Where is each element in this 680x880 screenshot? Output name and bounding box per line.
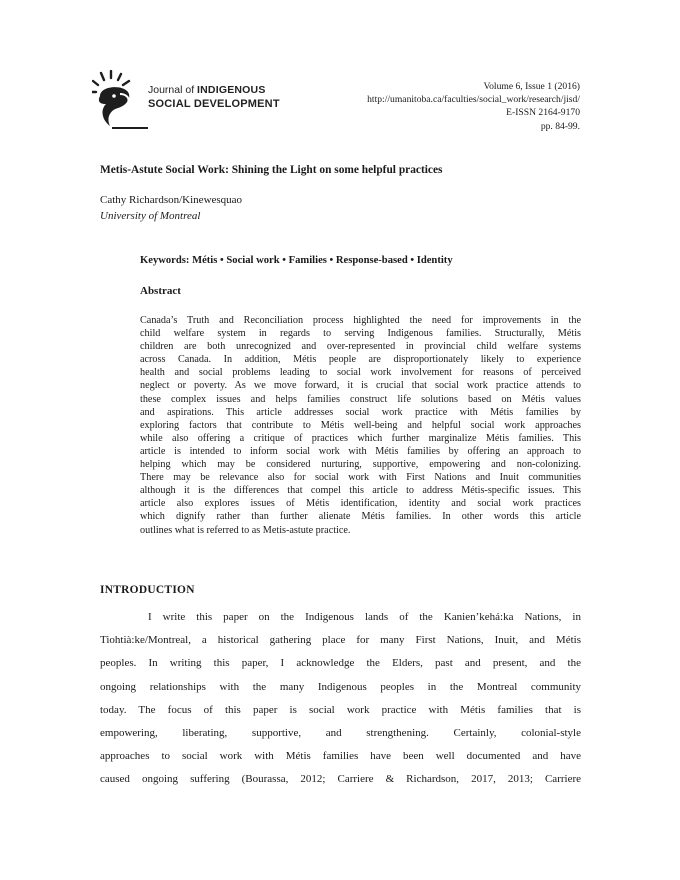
journal-meta bbox=[367, 80, 580, 133]
abstract-line: article also explores issues of Métis identification, identity and social work practices bbox=[140, 498, 581, 510]
body-line: today. The focus of this paper is social work practice with Métis families that is bbox=[100, 703, 581, 716]
abstract-line: article is intended to inform social work with Métis families by offering an approach to bbox=[140, 445, 581, 457]
body-line: approaches to social work with Métis families have been well documented and have bbox=[100, 750, 581, 763]
journal-logo bbox=[92, 70, 292, 130]
abstract-line: outlines what is referred to as Metis-astute practice. bbox=[140, 524, 351, 536]
issn: E-ISSN 2164-9170 bbox=[506, 107, 580, 119]
journal-emblem-icon bbox=[92, 70, 150, 130]
section-heading-introduction: INTRODUCTION bbox=[100, 584, 195, 596]
abstract-line: although it is the differences that compel this article to address Métis-specific issues. This bbox=[140, 485, 581, 497]
abstract-line: and aspirations. This article addresses social work practice with Métis families by bbox=[140, 406, 581, 418]
body-line: peoples. In writing this paper, I acknowledge the Elders, past and present, and the bbox=[100, 657, 581, 670]
body-line: caused ongoing suffering (Bourassa, 2012; Carriere & Richardson, 2017, 2013; Carriere bbox=[100, 773, 581, 786]
abstract-line: these complex issues and helps families construct life solutions based on Métis values bbox=[140, 393, 581, 405]
body-line: ongoing relationships with the many Indigenous peoples in the Montreal community bbox=[100, 680, 581, 693]
abstract-line: helping which may be considered nurturing, supportive, empowering and non-colonizing. bbox=[140, 459, 581, 471]
logo-title-line1: Journal of INDIGENOUS bbox=[148, 84, 266, 96]
abstract-line: which dignify rather than further alienate Métis families. In other words this article bbox=[140, 511, 581, 523]
author-affiliation: University of Montreal bbox=[100, 210, 201, 222]
abstract-line: There may be relevance also for social work with First Nations and Inuit communities bbox=[140, 472, 581, 484]
abstract-heading: Abstract bbox=[140, 285, 181, 297]
author-name: Cathy Richardson/Kinewesquao bbox=[100, 194, 243, 206]
journal-url[interactable]: http://umanitoba.ca/faculties/social_work/research/jisd/ bbox=[367, 94, 580, 106]
body-line: empowering, liberating, supportive, and strengthening. Certainly, colonial-style bbox=[100, 726, 581, 739]
abstract-line: children are both unrecognized and over-represented in provincial child welfare systems bbox=[140, 341, 581, 353]
page-range: pp. 84-99. bbox=[540, 120, 580, 132]
volume-issue: Volume 6, Issue 1 (2016) bbox=[483, 81, 580, 92]
abstract-line: exploring factors that contribute to Métis well-being and helpful social work approaches bbox=[140, 419, 581, 431]
abstract-line: child welfare system in regards to serving Indigenous families. Structurally, Métis bbox=[140, 328, 581, 340]
abstract-line: neglect or poverty. As we move forward, it is crucial that social work practice attends to bbox=[140, 380, 581, 392]
abstract-line: Canada’s Truth and Reconciliation process highlighted the need for improvements in the bbox=[140, 315, 581, 326]
abstract-line: across Canada. In addition, Métis people are disproportionately likely to experience bbox=[140, 354, 581, 366]
logo-title-line2: SOCIAL DEVELOPMENT bbox=[148, 98, 280, 110]
introduction-body bbox=[100, 606, 581, 792]
abstract-line: while also offering a critique of practices which further marginalize Métis families. This bbox=[140, 432, 581, 444]
keywords: Keywords: Métis • Social work • Families • Response-based • Identity bbox=[140, 255, 453, 266]
abstract-line: health and social problems leading to social work involvement for reasons of perceived bbox=[140, 367, 581, 379]
body-line: Tiohtià:ke/Montreal, a historical gathering place for many First Nations, Inuit, and Métis bbox=[100, 634, 581, 647]
body-line: I write this paper on the Indigenous lands of the Kanien’kehá:ka Nations, in bbox=[148, 611, 581, 623]
abstract-body bbox=[140, 314, 581, 537]
article-title: Metis-Astute Social Work: Shining the Light on some helpful practices bbox=[100, 164, 443, 176]
